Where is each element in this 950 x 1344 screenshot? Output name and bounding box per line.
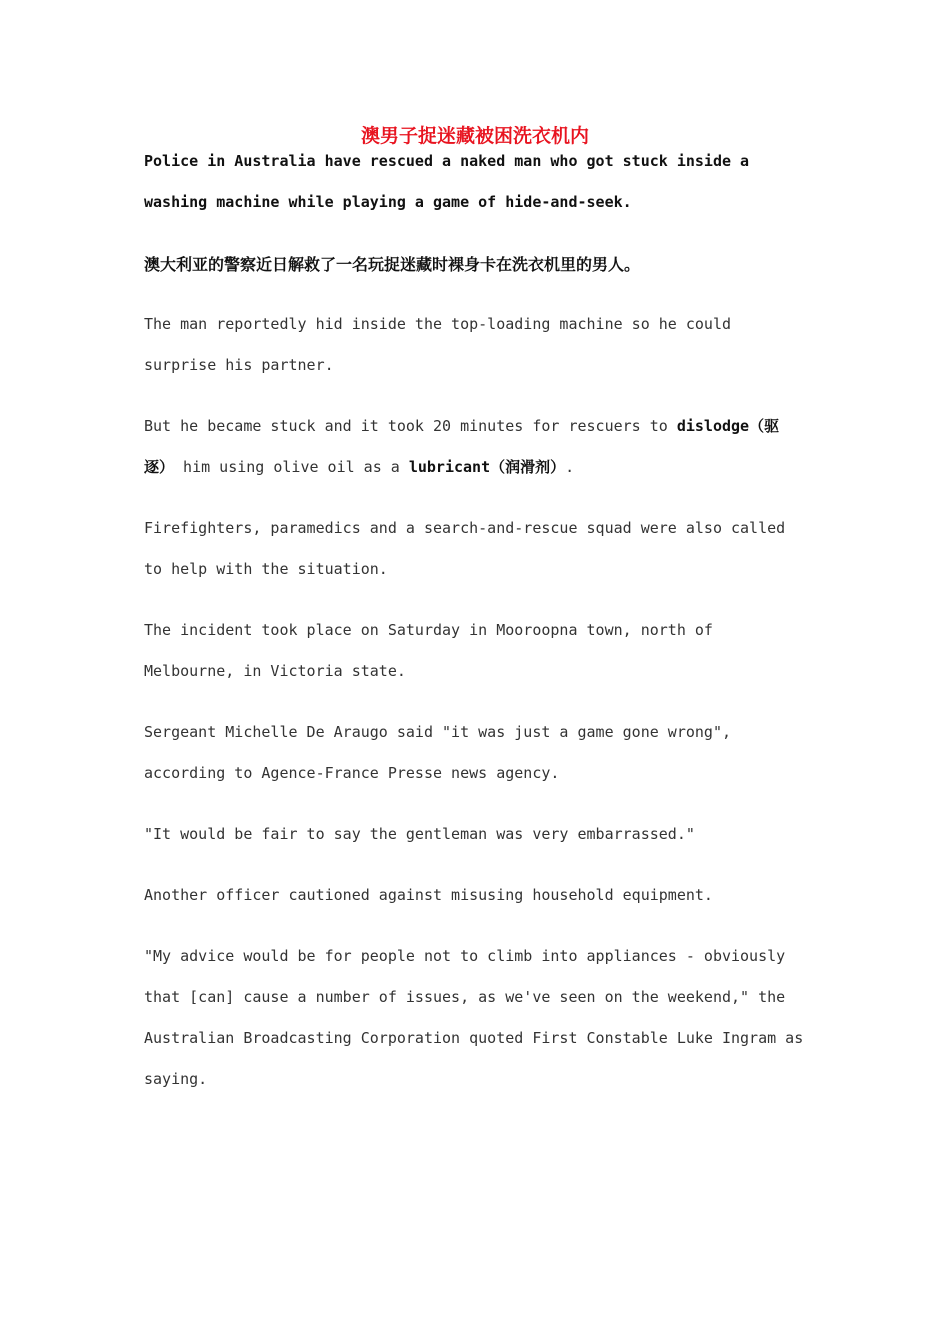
vocab-term-dislodge: dislodge	[676, 417, 750, 435]
intro-english: Police in Australia have rescued a naked man who got stuck inside a washing machine while playing a game of hide-and-seek.	[144, 152, 750, 211]
paragraph-5: Sergeant Michelle De Araugo said "it was just a game gone wrong", according to Agence-France Presse news agency.	[144, 723, 731, 782]
paragraph-8: "My advice would be for people not to climb into appliances - obviously that [can] cause a number of issues, as we've seen on the weekend," the Australian Broadcasting Corporation quoted First Constable Luke Ingram as saying.	[144, 947, 804, 1088]
vocab-term-lubricant: lubricant	[408, 458, 491, 476]
paragraph-2	[144, 406, 809, 488]
paragraph-6: "It would be fair to say the gentleman was very embarrassed."	[144, 825, 695, 843]
paragraph-1: The man reportedly hid inside the top-loading machine so he could surprise his partner.	[144, 315, 731, 374]
vocab-gloss-lubricant: （润滑剂）	[490, 458, 566, 476]
article-title: 澳男子捉迷藏被困洗衣机内	[360, 125, 589, 147]
intro-chinese: 澳大利亚的警察近日解救了一名玩捉迷藏时裸身卡在洗衣机里的男人。	[144, 255, 641, 274]
vocab-gloss-dislodge: （驱逐）	[144, 417, 780, 476]
paragraph-2-before: But he became stuck and it took 20 minutes for rescuers to	[144, 417, 677, 435]
paragraph-2-middle: him using olive oil as a	[174, 458, 409, 476]
paragraph-2-after: .	[565, 458, 575, 476]
paragraph-7: Another officer cautioned against misusing household equipment.	[144, 886, 713, 904]
paragraph-3: Firefighters, paramedics and a search-and-rescue squad were also called to help with the situation.	[144, 519, 786, 578]
paragraph-4: The incident took place on Saturday in Mooroopna town, north of Melbourne, in Victoria state.	[144, 621, 713, 680]
